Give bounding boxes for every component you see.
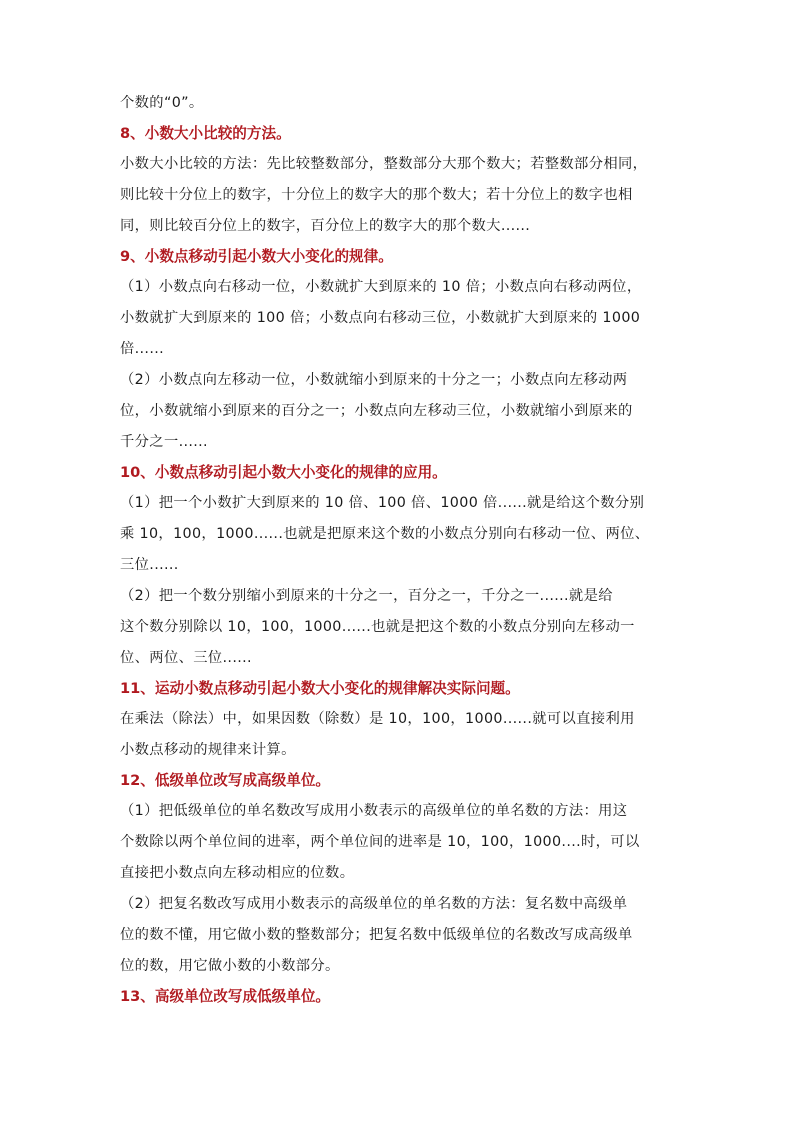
section-heading: 9、小数点移动引起小数大小变化的规律。 bbox=[120, 248, 393, 265]
paragraph bbox=[120, 365, 680, 458]
text-line: （2）小数点向左移动一位，小数就缩小到原来的十分之一；小数点向左移动两 bbox=[120, 372, 628, 388]
paragraph bbox=[120, 889, 680, 982]
text-line: 位的数不懂，用它做小数的整数部分；把复名数中低级单位的名数改写成高级单 bbox=[120, 927, 633, 943]
text-line: 位、两位、三位...... bbox=[120, 650, 252, 666]
text-line: 千分之一...... bbox=[120, 434, 208, 450]
text-line: （1）把一个小数扩大到原来的 10 倍、100 倍、1000 倍......就是给这个数分别 bbox=[120, 495, 645, 511]
paragraph bbox=[120, 88, 680, 119]
text-line: 个数的“0”。 bbox=[120, 95, 204, 111]
text-line: 这个数分别除以 10，100，1000......也就是把这个数的小数点分别向左移动一 bbox=[120, 619, 635, 635]
text-line: 则比较十分位上的数字，十分位上的数字大的那个数大；若十分位上的数字也相 bbox=[120, 187, 633, 203]
paragraph bbox=[120, 581, 680, 674]
section-heading: 10、小数点移动引起小数大小变化的规律的应用。 bbox=[120, 464, 447, 481]
paragraph bbox=[120, 149, 680, 242]
text-line: 小数大小比较的方法：先比较整数部分，整数部分大那个数大；若整数部分相同， bbox=[120, 156, 648, 172]
paragraph bbox=[120, 272, 680, 365]
text-line: （2）把一个数分别缩小到原来的十分之一，百分之一，千分之一......就是给 bbox=[120, 588, 613, 604]
text-line: 位，小数就缩小到原来的百分之一；小数点向左移动三位，小数就缩小到原来的 bbox=[120, 403, 633, 419]
text-line: 个数除以两个单位间的进率，两个单位间的进率是 10，100，1000....时，可以 bbox=[120, 834, 640, 850]
paragraph bbox=[120, 488, 680, 581]
text-line: 同，则比较百分位上的数字，百分位上的数字大的那个数大...... bbox=[120, 218, 531, 234]
section-heading: 11、运动小数点移动引起小数大小变化的规律解决实际问题。 bbox=[120, 680, 520, 697]
section-heading: 8、小数大小比较的方法。 bbox=[120, 125, 291, 142]
paragraph bbox=[120, 704, 680, 766]
text-line: 小数就扩大到原来的 100 倍；小数点向右移动三位，小数就扩大到原来的 1000 bbox=[120, 310, 641, 326]
paragraph bbox=[120, 796, 680, 889]
text-line: 在乘法（除法）中，如果因数（除数）是 10，100，1000......就可以直接利用 bbox=[120, 711, 635, 727]
text-line: （1）小数点向右移动一位，小数就扩大到原来的 10 倍；小数点向右移动两位， bbox=[120, 279, 642, 295]
text-line: （2）把复名数改写成用小数表示的高级单位的单名数的方法：复名数中高级单 bbox=[120, 896, 628, 912]
section-heading: 12、低级单位改写成高级单位。 bbox=[120, 772, 331, 789]
text-line: 小数点移动的规律来计算。 bbox=[120, 742, 296, 758]
text-line: 乘 10，100，1000......也就是把原来这个数的小数点分别向右移动一位、两位、 bbox=[120, 526, 650, 542]
text-line: 位的数，用它做小数的小数部分。 bbox=[120, 958, 340, 974]
text-line: （1）把低级单位的单名数改写成用小数表示的高级单位的单名数的方法：用这 bbox=[120, 803, 628, 819]
section-heading: 13、高级单位改写成低级单位。 bbox=[120, 988, 331, 1005]
text-line: 三位...... bbox=[120, 557, 179, 573]
text-line: 直接把小数点向左移动相应的位数。 bbox=[120, 865, 355, 881]
document-page bbox=[120, 88, 680, 1012]
text-line: 倍...... bbox=[120, 341, 165, 357]
